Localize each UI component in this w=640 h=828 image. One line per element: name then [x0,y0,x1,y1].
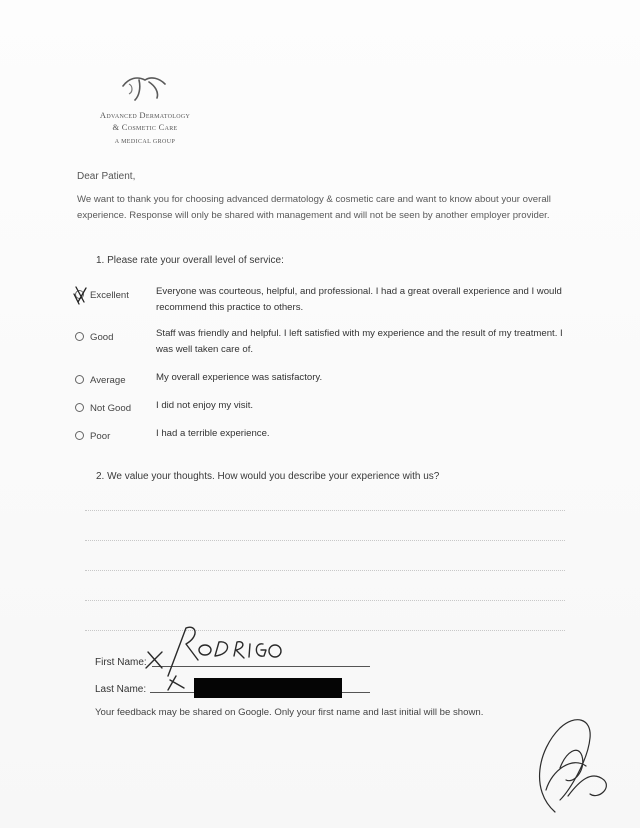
logo-mark-icon [115,72,175,104]
answer-line[interactable] [85,630,565,631]
option-label: Not Good [90,403,132,414]
greeting: Dear Patient, [77,171,136,182]
answer-line[interactable] [85,570,565,571]
radio-icon[interactable] [75,431,84,440]
signature-icon [540,720,607,812]
intro-paragraph: We want to thank you for choosing advanced dermatology & cosmetic care and want to know about your overall experience. Response will only be shared with management and will not be seen by another employer provider. [77,194,551,221]
footer-note: Your feedback may be shared on Google. Only your first name and last initial will be shown. [95,707,484,718]
first-name-field[interactable] [152,666,370,667]
option-description: I did not enjoy my visit. [156,400,254,411]
option-description: Staff was friendly and helpful. I left satisfied with my experience and the result of my treatment. I was well taken care of. [156,328,563,355]
first-name-handwriting [146,627,281,676]
answer-line[interactable] [85,600,565,601]
option-label: Good [90,332,114,343]
radio-icon[interactable] [75,332,84,341]
last-name-label: Last Name: [95,684,147,695]
redaction-bar [194,678,342,698]
option-description: Everyone was courteous, helpful, and professional. I had a great overall experience and I would recommend this practice to others. [156,286,562,313]
radio-icon[interactable] [75,375,84,384]
option-label: Poor [90,431,111,442]
answer-line[interactable] [85,540,565,541]
option-description: My overall experience was satisfactory. [156,372,323,383]
option-description: I had a terrible experience. [156,428,270,439]
last-name-handwriting [168,676,184,690]
logo-line-2: & Cosmetic Care [112,122,178,132]
option-not-good[interactable] [75,403,131,414]
first-name-label: First Name: [95,657,147,668]
logo-line-1: Advanced Dermatology [99,110,191,120]
option-poor[interactable] [75,431,110,442]
answer-line[interactable] [85,510,565,511]
question-2: 2. We value your thoughts. How would you describe your experience with us? [96,471,440,482]
option-label: Average [90,375,126,386]
check-mark-icon [72,284,92,306]
question-1: 1. Please rate your overall level of service: [96,255,284,266]
option-label: Excellent [90,290,129,301]
logo-tagline: A MEDICAL GROUP [114,139,176,145]
radio-icon[interactable] [75,403,84,412]
option-good[interactable] [75,332,113,343]
option-average[interactable] [75,375,126,386]
